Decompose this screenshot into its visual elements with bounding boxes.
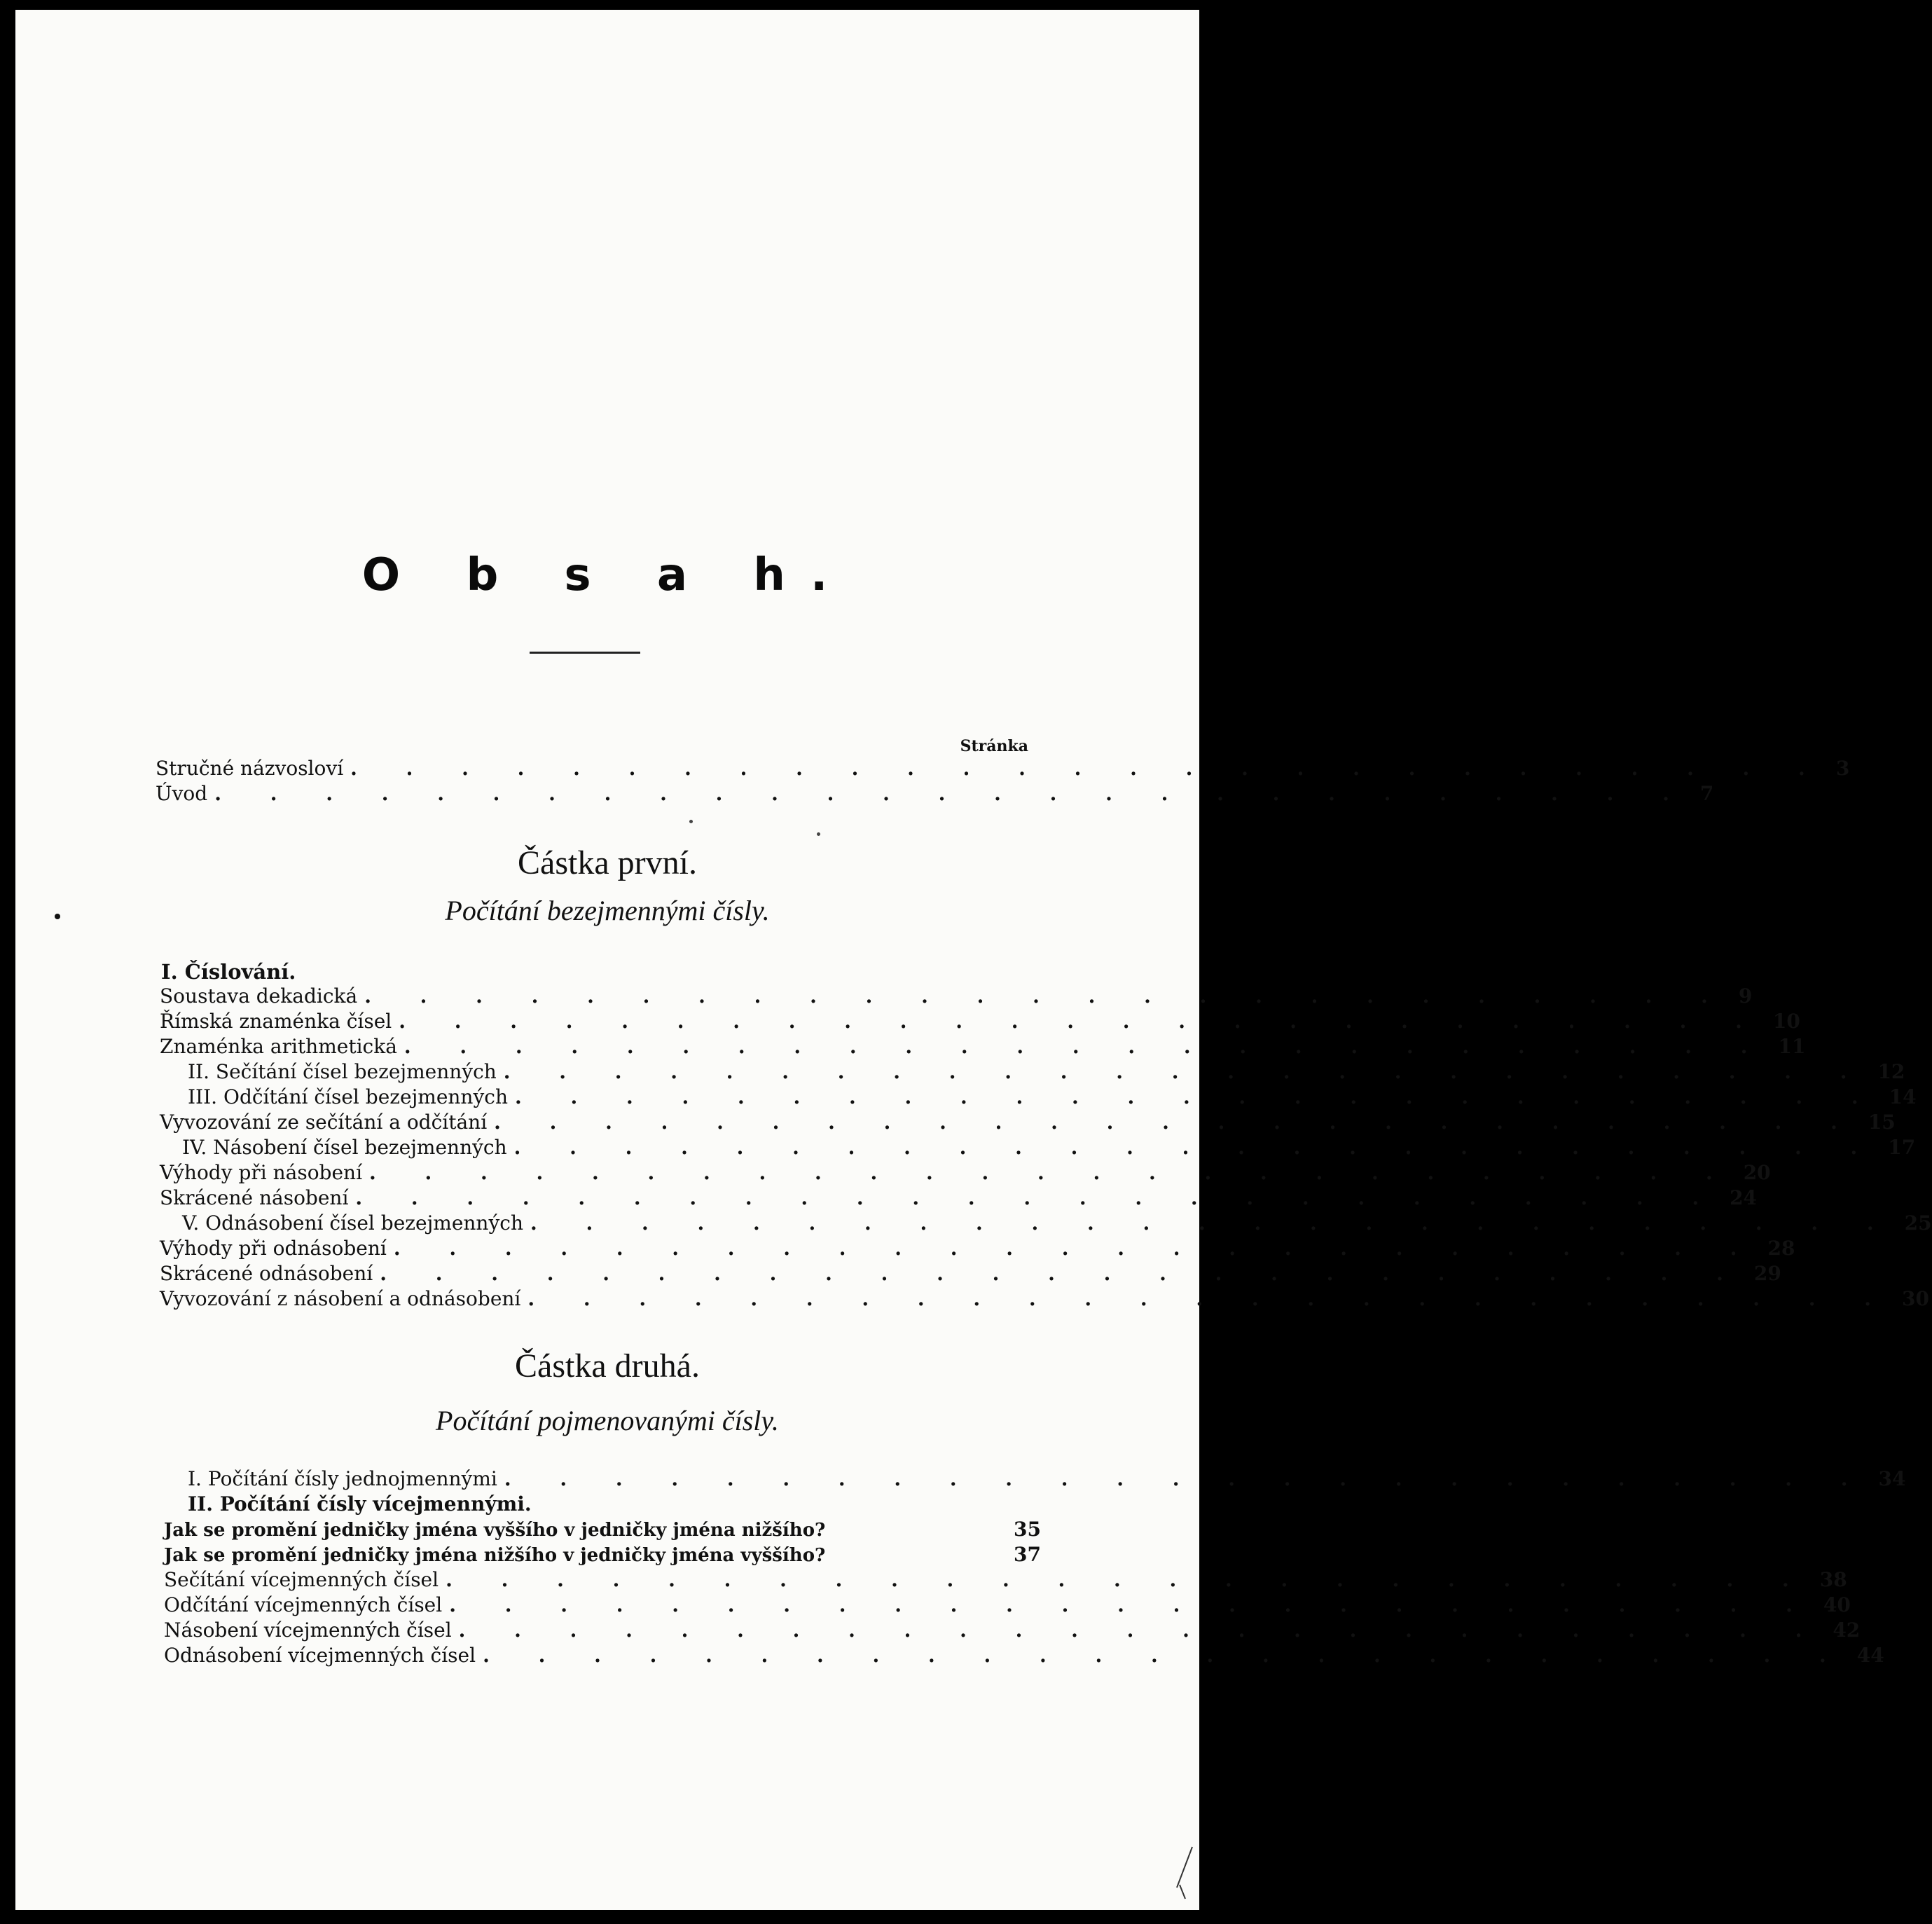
toc-entry-label: Skrácené odnásobení xyxy=(160,1262,373,1285)
toc-entry-page: 28 xyxy=(1767,1237,1795,1260)
toc-entry xyxy=(164,1568,1847,1592)
toc-entry-label: Skrácené násobení xyxy=(160,1186,349,1209)
toc-entry-page: 29 xyxy=(1753,1262,1781,1285)
toc-entry xyxy=(160,1287,1930,1311)
dot-leader: . . . . . . . . . . . . . . . . . . . . . . . . . xyxy=(514,1085,1879,1108)
toc-entry-page: 37 xyxy=(1014,1543,1041,1566)
toc-entry-label: Vyvozování z násobení a odnásobení xyxy=(160,1287,521,1310)
toc-entry-label: Jak se promění jedničky jména nižšího v jedničky jména vyššího? xyxy=(164,1545,826,1566)
dot-leader: . . . . . . . . . . . . . . . . . . . . . . . . . xyxy=(504,1467,1869,1490)
page-curl-mark xyxy=(1171,1846,1196,1902)
toc-entry-label: Znaménka arithmetická xyxy=(160,1035,397,1058)
toc-entry-label: II. Počítání čísly vícejmennými. xyxy=(188,1492,532,1516)
toc-entry-page: 20 xyxy=(1743,1161,1771,1184)
toc-entry-page: 10 xyxy=(1772,1010,1800,1033)
toc-entry xyxy=(182,1136,1916,1160)
toc-entry xyxy=(160,1262,1781,1286)
dot-leader: . . . . . . . . . . . . . . . . . . . . . . . . . xyxy=(494,1111,1858,1134)
toc-entry xyxy=(156,757,1850,781)
dot-leader: . . . . . . . . . . . . . . . . . . . . . . . . . xyxy=(527,1287,1893,1310)
toc-entry-label: IV. Násobení čísel bezejmenných xyxy=(182,1136,507,1159)
toc-entry-label: Odnásobení vícejmenných čísel xyxy=(164,1644,476,1667)
dot-leader: . . . . . . . . . . . . . . . . . . . . . . . . . . . xyxy=(350,757,1826,780)
toc-entry-label: Odčítání vícejmenných čísel xyxy=(164,1593,443,1616)
dot-leader: . . . . . . . . . . . . . . . . . . . . . . . . . xyxy=(355,1186,1720,1209)
toc-entry-label: Výhody při násobení xyxy=(160,1161,363,1184)
toc-entry-page: 42 xyxy=(1833,1619,1861,1642)
toc-entry xyxy=(188,1492,1041,1516)
toc-entry-label: Vyvozování ze sečítání a odčítání xyxy=(160,1111,488,1134)
dot-leader: . . . . . . . . . . . . . . . . . . . . . . . . . xyxy=(503,1060,1868,1083)
toc-entry-page: 17 xyxy=(1888,1136,1916,1159)
part-one-title: Částka první. xyxy=(518,844,697,881)
dot-leader: . . . . . . . . . . . . . . . . . . . . . . . . . xyxy=(369,1161,1734,1184)
dot-leader: . . . . . . . . . . . . . . . . . . . . . . . . . xyxy=(403,1035,1769,1058)
dot-leader: . . . . . . . . . . . . . . . . . . . . . . . . . xyxy=(530,1211,1895,1235)
toc-entry xyxy=(160,1237,1795,1260)
toc-entry-page: 24 xyxy=(1730,1186,1758,1209)
part-two-subtitle: Počítání pojmenovanými čísly. xyxy=(436,1405,779,1436)
toc-entry-page: 44 xyxy=(1856,1644,1884,1667)
dot-leader: . . . . . . . . . . . . . . . . . . . . . . . . . xyxy=(458,1619,1823,1642)
print-speck xyxy=(817,832,820,836)
toc-entry-label: Úvod xyxy=(156,782,208,805)
dot-leader: . . . . . . . . . . . . . . . . . . . . . . . . . xyxy=(364,984,1729,1008)
toc-entry-page: 3 xyxy=(1835,757,1850,780)
toc-entry xyxy=(160,1111,1896,1134)
toc-entry-label: Jak se promění jedničky jména vyššího v jedničky jména nižšího? xyxy=(164,1520,826,1541)
toc-entry-page: 40 xyxy=(1823,1593,1851,1616)
toc-entry xyxy=(188,1085,1917,1109)
toc-entry-page: 38 xyxy=(1819,1568,1847,1591)
dot-leader: . . . . . . . . . . . . . . . . . . . . . . . . . . . xyxy=(214,782,1690,805)
toc-entry-label: II. Sečítání čísel bezejmenných xyxy=(188,1060,497,1083)
dot-leader: . . . . . . . . . . . . . . . . . . . . . . . . . xyxy=(449,1593,1814,1616)
toc-entry xyxy=(160,1161,1771,1185)
toc-entry-page: 7 xyxy=(1699,782,1714,805)
toc-entry-label: Římská znaménka čísel xyxy=(160,1010,392,1033)
toc-entry xyxy=(160,1010,1800,1033)
toc-entry-page: 25 xyxy=(1904,1211,1932,1235)
title-divider xyxy=(530,652,640,654)
toc-entry xyxy=(160,984,1753,1008)
part-two-title: Částka druhá. xyxy=(515,1347,700,1384)
toc-entry xyxy=(182,1211,1932,1235)
toc-entry xyxy=(160,1186,1758,1210)
toc-entry-page: 15 xyxy=(1868,1111,1896,1134)
toc-entry-page: 9 xyxy=(1738,984,1753,1008)
toc-entry xyxy=(188,1467,1906,1491)
chapter-heading: I. Číslování. xyxy=(161,960,296,984)
toc-entry xyxy=(160,1035,1806,1059)
toc-entry-label: I. Počítání čísly jednojmennými xyxy=(188,1467,497,1490)
toc-entry-label: Soustava dekadická xyxy=(160,984,358,1008)
toc-entry-label: V. Odnásobení čísel bezejmenných xyxy=(182,1211,523,1235)
toc-entry-page: 34 xyxy=(1878,1467,1906,1490)
book-page xyxy=(15,10,1932,1910)
dot-leader: . . . . . . . . . . . . . . . . . . . . . . . . . xyxy=(393,1237,1758,1260)
toc-entry-page: 14 xyxy=(1889,1085,1917,1108)
toc-entry-label: Výhody při odnásobení xyxy=(160,1237,387,1260)
toc-entry xyxy=(188,1060,1905,1084)
toc-entry xyxy=(164,1543,1041,1567)
part-one-subtitle: Počítání bezejmennými čísly. xyxy=(445,895,770,926)
page-column-label: Stránka xyxy=(960,737,1028,755)
toc-entry xyxy=(164,1644,1884,1668)
toc-entry-label: III. Odčítání čísel bezejmenných xyxy=(188,1085,508,1108)
toc-entry xyxy=(164,1518,1041,1541)
dot-leader: . . . . . . . . . . . . . . . . . . . . . . . . . xyxy=(380,1262,1744,1285)
toc-entry-label: Sečítání vícejmenných čísel xyxy=(164,1568,439,1591)
toc-entry xyxy=(164,1593,1851,1617)
toc-entry-page: 12 xyxy=(1877,1060,1905,1083)
toc-entry-label: Stručné názvosloví xyxy=(156,757,344,780)
page-title: O b s a h. xyxy=(361,549,853,601)
toc-entry xyxy=(164,1619,1861,1642)
dot-leader: . . . . . . . . . . . . . . . . . . . . . . . . . xyxy=(513,1136,1879,1159)
toc-entry-page: 11 xyxy=(1778,1035,1806,1058)
toc-entry-page: 30 xyxy=(1902,1287,1930,1310)
toc-entry xyxy=(156,782,1714,806)
print-speck xyxy=(689,820,693,823)
toc-entry-page: 35 xyxy=(1014,1518,1041,1541)
dot-leader: . . . . . . . . . . . . . . . . . . . . . . . . . xyxy=(399,1010,1763,1033)
dot-leader: . . . . . . . . . . . . . . . . . . . . . . . . . xyxy=(483,1644,1847,1667)
dot-leader: . . . . . . . . . . . . . . . . . . . . . . . . . xyxy=(446,1568,1810,1591)
toc-entry-label: Násobení vícejmenných čísel xyxy=(164,1619,452,1642)
